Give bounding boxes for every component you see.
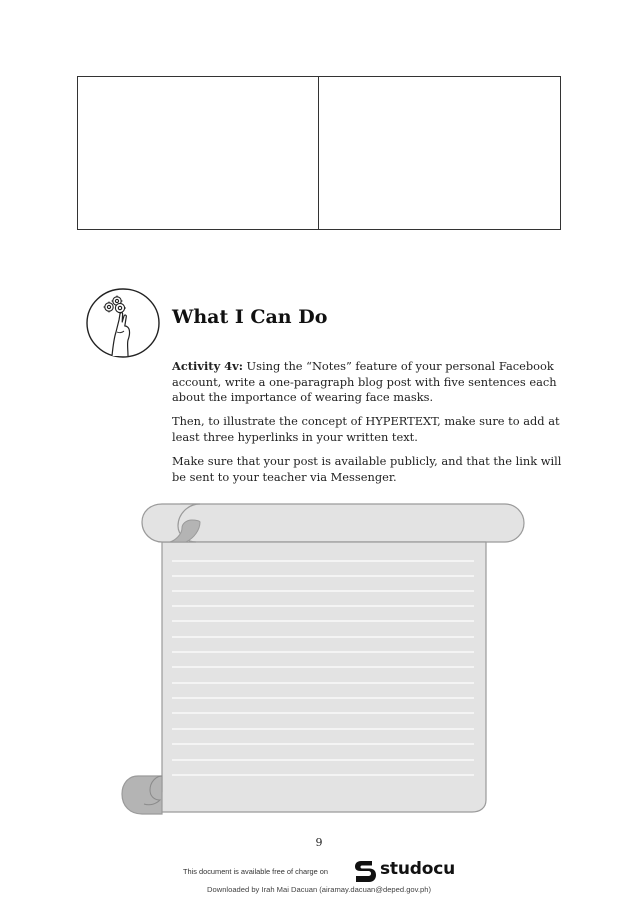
- publish-instructions: Make sure that your post is available publicly, and that the link will be sent to your teacher via Messenger.: [172, 454, 562, 484]
- empty-answer-table: [77, 76, 561, 230]
- table-column-divider: [318, 77, 319, 229]
- studocu-wordmark: studocu: [380, 859, 455, 879]
- availability-note: This document is available free of charge on: [183, 867, 329, 876]
- activity-instructions: [172, 359, 562, 406]
- activity-text: Using the “Notes” feature of your personal Facebook account, write a one-paragraph blog post with five sentences each about the importance of wearing face masks.: [172, 359, 557, 404]
- download-note: Downloaded by Irah Mai Dacuan (airamay.dacuan@deped.gov.ph): [207, 885, 431, 894]
- studocu-logo[interactable]: [352, 858, 462, 884]
- section-title: What I Can Do: [172, 306, 328, 328]
- activity-label: Activity 4v:: [172, 359, 243, 373]
- scroll-writing-area[interactable]: [116, 500, 528, 820]
- studocu-s-icon: [352, 858, 378, 884]
- page-number: 9: [315, 836, 323, 849]
- hypertext-instructions: Then, to illustrate the concept of HYPERTEXT, make sure to add at least three hyperlinks in your written text.: [172, 414, 560, 444]
- hand-with-gears-icon: [84, 286, 162, 360]
